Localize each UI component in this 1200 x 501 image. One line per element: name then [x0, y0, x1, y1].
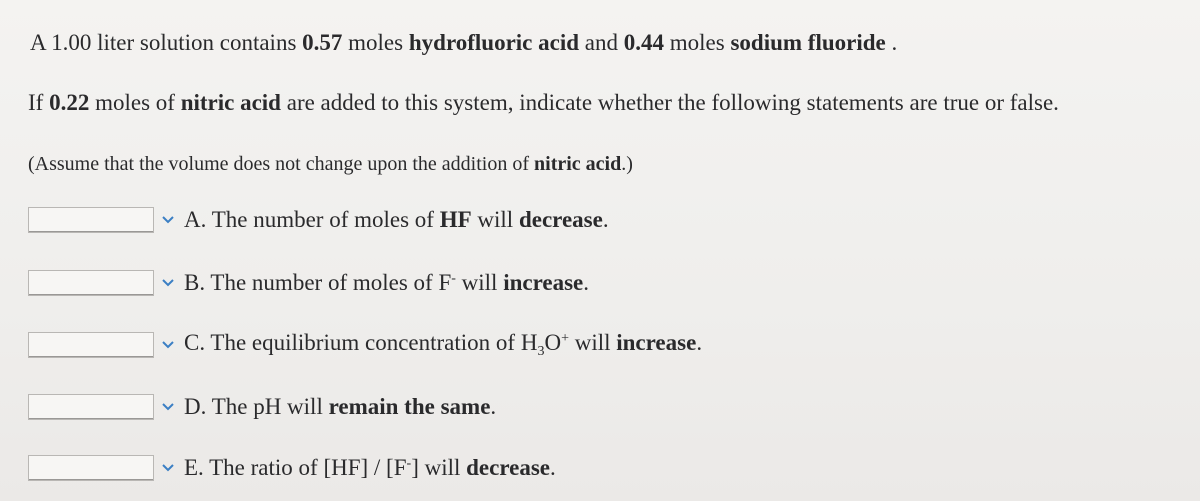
statement-text-c: C. The equilibrium concentration of $H_3O^+$ will increase. [184, 330, 703, 359]
chevron-down-icon [159, 211, 177, 229]
answer-select-a[interactable] [28, 207, 154, 233]
statement-row-a [28, 203, 609, 237]
statement-text-b: B. The number of moles of F- will increase. [184, 270, 590, 295]
statement-row-d [28, 390, 496, 424]
chevron-down-icon [159, 274, 177, 292]
chevron-down-icon [159, 336, 177, 354]
answer-select-b[interactable] [28, 270, 154, 296]
question-line-1: A 1.00 liter solution contains 0.57 moles hydrofluoric acid and 0.44 moles sodium fluoride . [30, 30, 898, 55]
statement-row-c [28, 328, 702, 362]
question-line-2: If 0.22 moles of nitric acid are added to this system, indicate whether the following statements are true or false. [28, 90, 1059, 115]
assumption-note: (Assume that the volume does not change upon the addition of nitric acid.) [28, 153, 633, 175]
chevron-down-icon [159, 398, 177, 416]
answer-select-e[interactable] [28, 455, 154, 481]
statement-row-e [28, 451, 556, 485]
statement-text-e: E. The ratio of [HF] / [F-] will decrease. [184, 455, 556, 480]
statement-row-b [28, 266, 589, 300]
statement-text-d: D. The pH will remain the same. [184, 394, 497, 419]
answer-select-d[interactable] [28, 394, 154, 420]
statement-text-a: A. The number of moles of HF will decrease. [184, 207, 609, 232]
chevron-down-icon [159, 459, 177, 477]
answer-select-c[interactable] [28, 332, 154, 358]
